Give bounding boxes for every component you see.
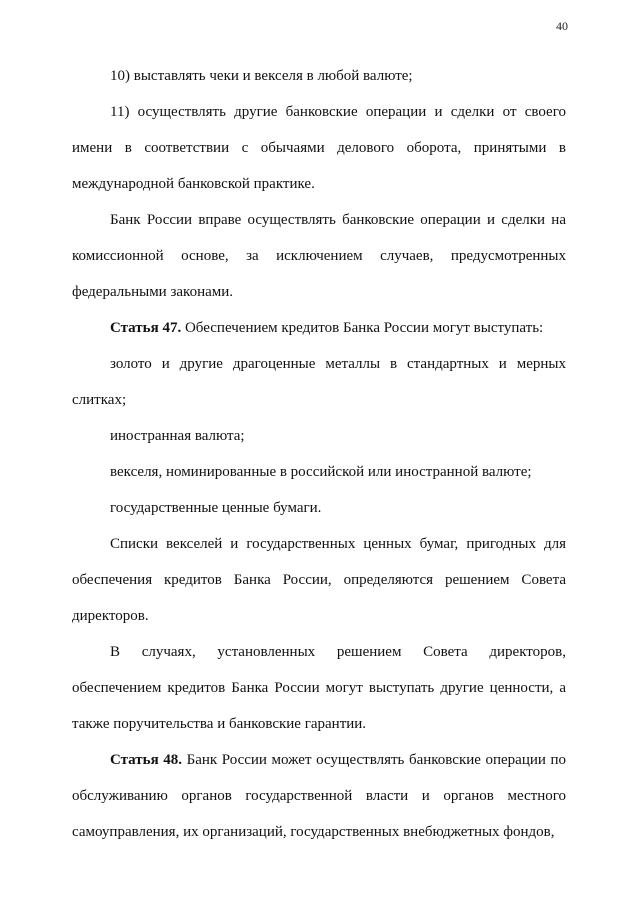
collateral-gold-paragraph xyxy=(72,346,566,418)
paragraph-commission-operations xyxy=(72,202,566,310)
paragraph-text: Банк России может осуществлять банковские операции по обслуживанию органов государственной власти и органов местного самоуправления, их организаций, государственных внебюджетных фондов, xyxy=(72,752,566,840)
article-48-heading-paragraph xyxy=(72,742,566,850)
paragraph-text: золото и другие драгоценные металлы в стандартных и мерных слитках; xyxy=(72,356,566,408)
page-number: 40 xyxy=(556,19,568,33)
article-47-title: Статья 47. xyxy=(110,320,182,336)
other-values-paragraph xyxy=(72,634,566,742)
collateral-bills xyxy=(72,454,566,490)
paragraph-text: Списки векселей и государственных ценных бумаг, пригодных для обеспечения кредитов Банка России, определяются решением Совета директоров. xyxy=(72,536,566,624)
paragraph-text: векселя, номинированные в российской или иностранной валюте; xyxy=(110,464,532,480)
paragraph-text: государственные ценные бумаги. xyxy=(110,500,322,516)
document-body xyxy=(72,58,566,850)
paragraph-text: Обеспечением кредитов Банка России могут выступать: xyxy=(181,320,544,336)
paragraph-item-10 xyxy=(72,58,566,94)
collateral-government-securities xyxy=(72,490,566,526)
collateral-foreign-currency xyxy=(72,418,566,454)
paragraph-text: иностранная валюта; xyxy=(110,428,245,444)
article-48-title: Статья 48. xyxy=(110,752,183,768)
paragraph-text: Банк России вправе осуществлять банковские операции и сделки на комиссионной основе, за исключением случаев, предусмотренных федеральными законами. xyxy=(72,212,566,300)
paragraph-item-11 xyxy=(72,94,566,202)
article-47-heading-paragraph xyxy=(72,310,566,346)
paragraph-text: 10) выставлять чеки и векселя в любой валюте; xyxy=(110,68,413,84)
paragraph-text: В случаях, установленных решением Совета директоров, обеспечением кредитов Банка России могут выступать другие ценности, а также поручительства и банковские гарантии. xyxy=(72,644,566,732)
paragraph-text: 11) осуществлять другие банковские операции и сделки от своего имени в соответствии с обычаями делового оборота, принятыми в международной банковской практике. xyxy=(72,104,566,192)
collateral-lists-paragraph xyxy=(72,526,566,634)
